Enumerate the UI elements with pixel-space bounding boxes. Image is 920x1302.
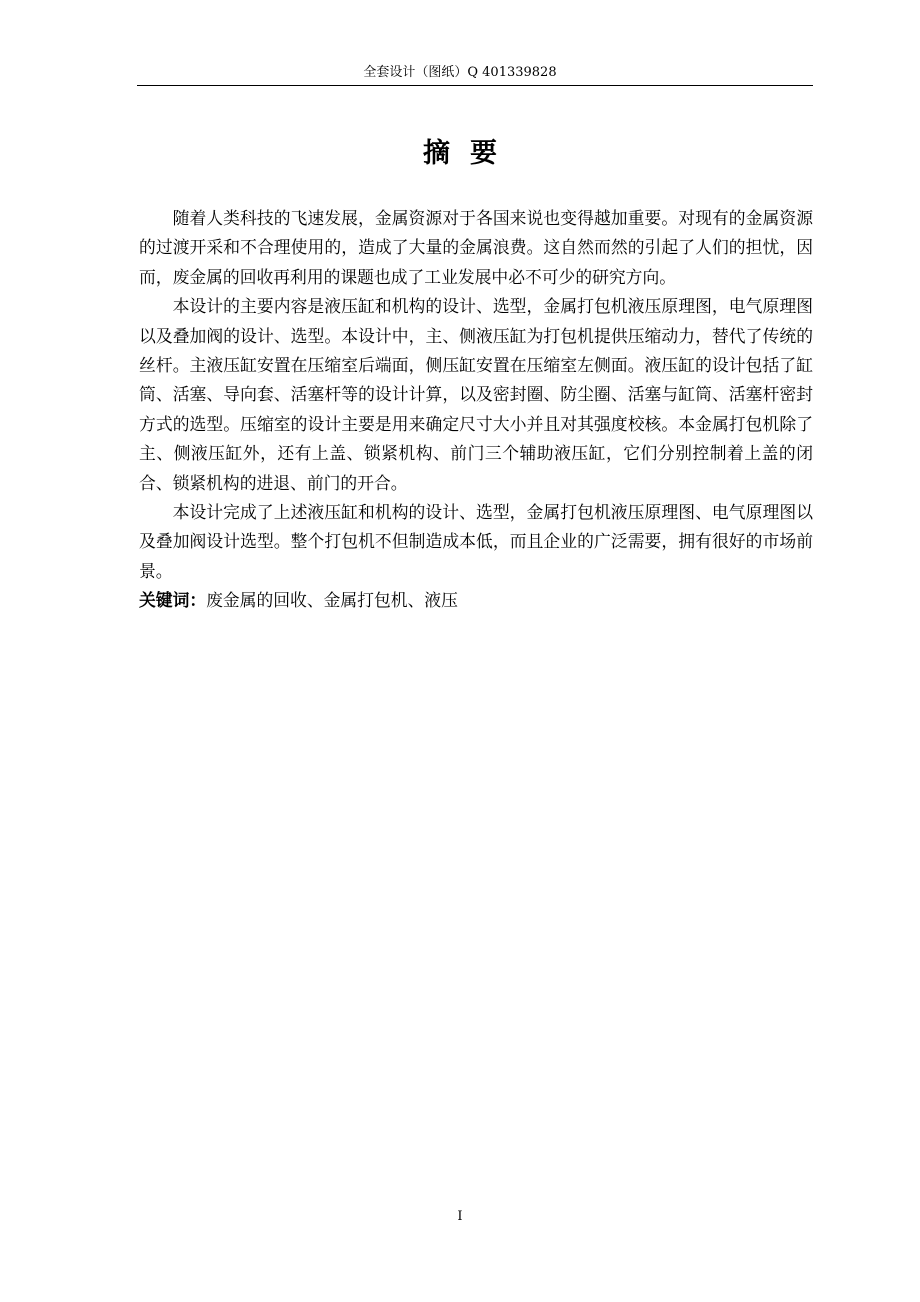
page-number: I xyxy=(457,1209,463,1224)
abstract-body xyxy=(139,204,813,616)
abstract-paragraph-2: 本设计的主要内容是液压缸和机构的设计、选型，金属打包机液压原理图，电气原理图以及叠加阀的设计、选型。本设计中，主、侧液压缸为打包机提供压缩动力，替代了传统的丝杆。主液压缸安置在压缩室后端面，侧压缸安置在压缩室左侧面。液压缸的设计包括了缸筒、活塞、导向套、活塞杆等的设计计算，以及密封圈、防尘圈、活塞与缸筒、活塞杆密封方式的选型。压缩室的设计主要是用来确定尺寸大小并且对其强度校核。本金属打包机除了主、侧液压缸外，还有上盖、锁紧机构、前门三个辅助液压缸，它们分别控制着上盖的闭合、锁紧机构的进退、前门的开合。 xyxy=(139,296,813,493)
keywords-line xyxy=(139,586,813,615)
keywords-label: 关键词： xyxy=(139,590,207,611)
header-rule xyxy=(137,85,813,86)
abstract-paragraph-3: 本设计完成了上述液压缸和机构的设计、选型，金属打包机液压原理图、电气原理图以及叠加阀设计选型。整个打包机不但制造成本低，而且企业的广泛需要，拥有很好的市场前景。 xyxy=(139,502,813,581)
abstract-title: 摘要 xyxy=(423,138,517,169)
abstract-paragraph-1: 随着人类科技的飞速发展，金属资源对于各国来说也变得越加重要。对现有的金属资源的过渡开采和不合理使用的，造成了大量的金属浪费。这自然而然的引起了人们的担忧，因而，废金属的回收再利用的课题也成了工业发展中必不可少的研究方向。 xyxy=(139,208,813,287)
page-header: 全套设计（图纸）Q 401339828 xyxy=(363,65,557,80)
keywords-value: 废金属的回收、金属打包机、液压 xyxy=(206,590,458,611)
